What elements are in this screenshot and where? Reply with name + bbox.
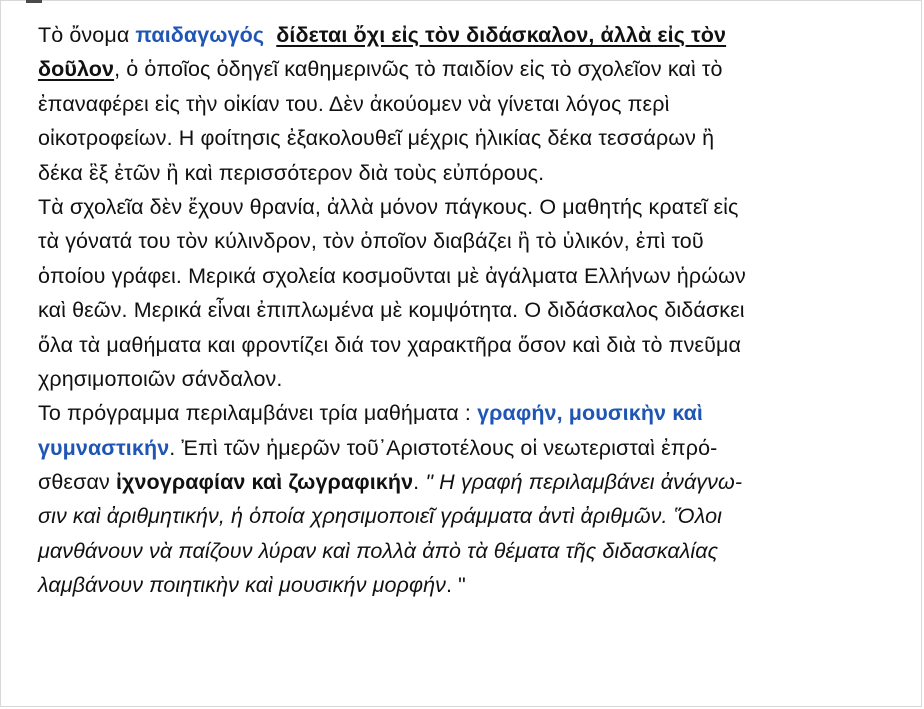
text-run bbox=[264, 23, 276, 47]
document-body bbox=[38, 18, 908, 603]
text-line: ὁποίου γράφει. Μερικά σχολεία κοσμοῦνται μὲ ἀγάλματα Ελλήνων ἡρώων bbox=[38, 263, 746, 288]
corner-mark bbox=[26, 0, 42, 3]
text-run: σθεσαν bbox=[38, 470, 116, 495]
highlighted-term: γραφήν, μουσικὴν καὶ bbox=[477, 401, 703, 426]
emphasized-phrase: δίδεται ὄχι εἰς τὸν διδάσκαλον, ἀλλὰ εἰς τὸν bbox=[276, 23, 727, 47]
text-line: Τὰ σχολεῖα δὲν ἔχουν θρανία, ἀλλὰ μόνον πάγκους. Ο μαθητής κρατεῖ εἰς bbox=[38, 194, 739, 219]
text-line: καὶ θεῶν. Μερικά εἶναι ἐπιπλωμένα μὲ κομψότητα. Ο διδάσκαλος διδάσκει bbox=[38, 298, 745, 323]
italic-quote-line: μανθάνουν νὰ παίζουν λύραν καὶ πολλὰ ἀπὸ τὰ θέματα τῆς διδασκαλίας bbox=[38, 538, 719, 563]
text-line: χρησιμοποιῶν σάνδαλον. bbox=[38, 366, 283, 391]
text-line bbox=[38, 18, 908, 52]
text-line: οἰκοτροφείων. Η φοίτησις ἐξακολουθεῖ μέχρις ἡλικίας δέκα τεσσάρων ἢ bbox=[38, 126, 715, 151]
italic-quote: λαμβάνουν ποιητικὴν καὶ μουσικήν μορφήν bbox=[38, 573, 446, 598]
text-line bbox=[38, 431, 908, 465]
text-run: . " bbox=[445, 573, 466, 598]
text-run: . Ἐπὶ τῶν ἡμερῶν τοῦ᾿Αριστοτέλους οἱ νεωτερισταὶ ἐπρό- bbox=[169, 435, 718, 460]
text-line: ἐπαναφέρει εἰς τὴν οἰκίαν του. Δὲν ἀκούομεν νὰ γίνεται λόγος περὶ bbox=[38, 91, 670, 116]
text-line bbox=[38, 568, 908, 602]
bold-term: ἰχνογραφίαν καὶ ζωγραφικήν bbox=[115, 470, 414, 495]
highlighted-term: παιδαγωγός bbox=[135, 23, 265, 47]
text-line bbox=[38, 396, 908, 430]
text-line: ὅλα τὰ μαθήματα και φροντίζει διά τον χαρακτῆρα ὅσον καὶ διὰ τὸ πνεῦμα bbox=[38, 332, 741, 357]
text-line: δέκα ἓξ ἐτῶν ἢ καὶ περισσότερον διὰ τοὺς εὐπόρους. bbox=[38, 160, 545, 185]
italic-quote: " Η γραφή περιλαμβάνει ἀνάγνω- bbox=[425, 470, 743, 495]
text-line: τὰ γόνατά του τὸν κύλινδρον, τὸν ὁποῖον διαβάζει ἢ τὸ ὑλικόν, ἐπὶ τοῦ bbox=[38, 229, 704, 254]
emphasized-phrase: δοῦλον bbox=[38, 57, 115, 82]
text-line bbox=[38, 465, 908, 499]
highlighted-term: γυμναστικήν bbox=[38, 435, 170, 460]
text-run: . bbox=[413, 470, 426, 495]
text-line bbox=[38, 52, 908, 86]
text-run: Το πρόγραμμα περιλαμβάνει τρία μαθήματα : bbox=[38, 401, 478, 426]
text-run: Τὸ ὄνομα bbox=[38, 23, 136, 47]
italic-quote-line: σιν καὶ ἀριθμητικήν, ἡ ὁποία χρησιμοποιεῖ γράμματα ἀντὶ ἀριθμῶν. Ὅλοι bbox=[38, 504, 723, 529]
text-run: , ὁ ὁποῖος ὁδηγεῖ καθημερινῶς τὸ παιδίον εἰς τὸ σχολεῖον καὶ τὸ bbox=[114, 57, 723, 82]
